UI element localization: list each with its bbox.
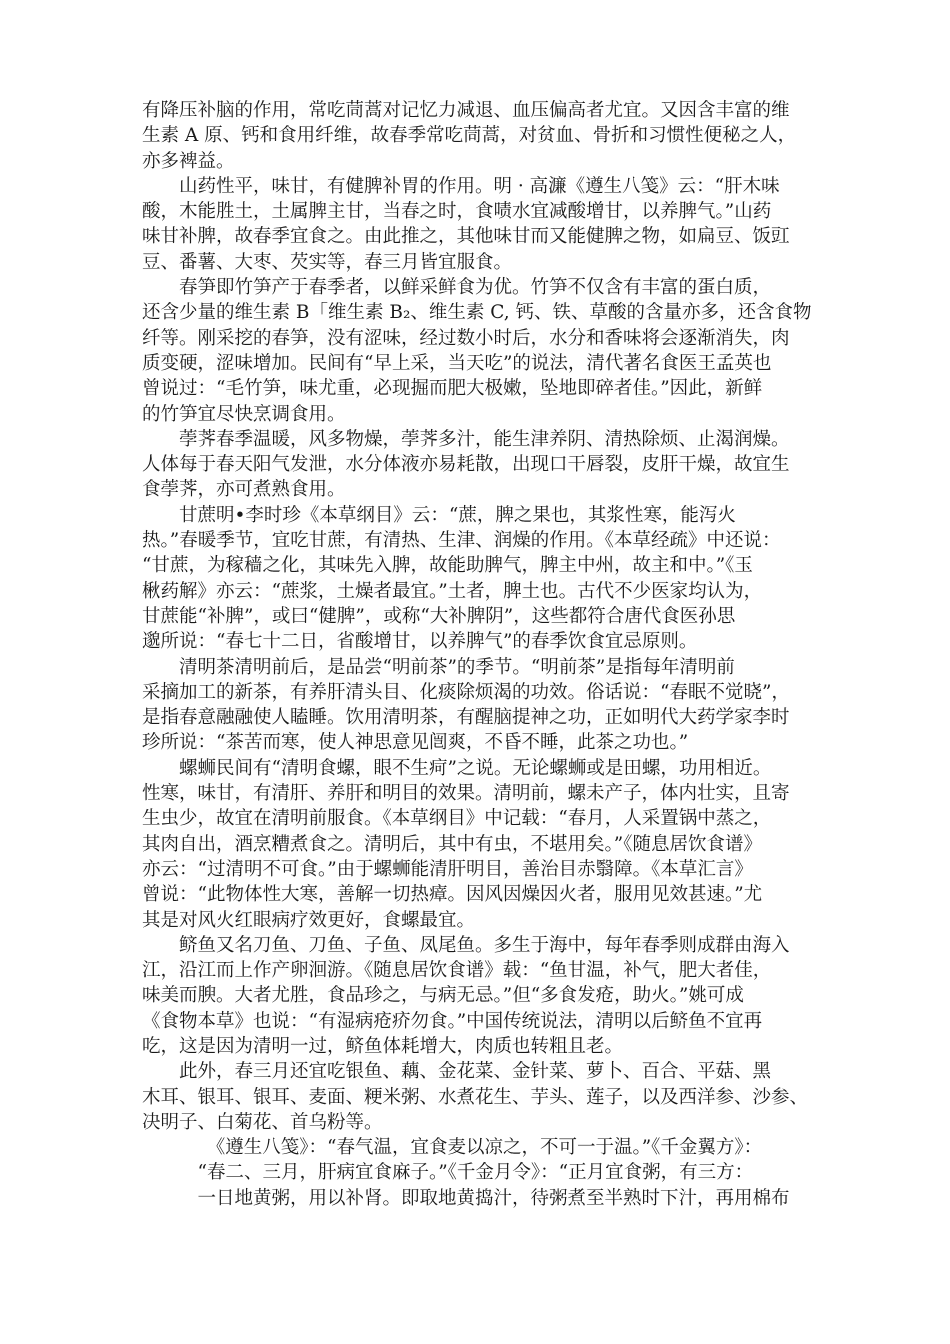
paragraph-tonghao: 有降压补脑的作用，常吃茼蒿对记忆力减退、血压偏高者尤宜。又因含丰富的维 生素 A 原、钙和食用纤维，故春季常吃茼蒿，对贫血、骨折和习惯性便秘之人， 亦多裨益。 bbox=[142, 100, 797, 172]
document-body bbox=[142, 98, 822, 1211]
paragraph-chunsun: 春笋即竹笋产于春季者，以鲜采鲜食为优。竹笋不仅含有丰富的蛋白质， 还含少量的维生素 B「维生素 B₂、维生素 C, 钙、铁、草酸的含量亦多，还含食物 纤等。刚采挖的春笋，没有涩味，经过数小时后，水分和香味将会逐渐消失，肉 质变硬，涩味增加。民间有“早上采，当天吃”的说法，清代著名食医王孟英也 曾说过：“毛竹笋，味尤重，必现掘而肥大极嫩，坠地即碎者佳。”因此，新鲜 的竹笋宜尽快烹调食用。 bbox=[142, 277, 812, 425]
paragraph-jiyu: 鲚鱼又名刀鱼、刀鱼、子鱼、凤尾鱼。多生于海中，每年春季则成群由海入 江，沿江而上作产卵洄游。《随息居饮食谱》载：“鱼甘温，补气，肥大者佳， 味美而腴。大者尤胜，食品珍之，与病无忌。”但“多食发疮，助火。”姚可成 《食物本草》也说：“有湿病疮疥勿食。”中国传统说法，清明以后鲚鱼不宜再 吃，这是因为清明一过，鲚鱼体耗增大，肉质也转粗且老。 bbox=[142, 934, 790, 1057]
paragraph-qingmingcha: 清明茶清明前后，是品尝“明前茶”的季节。“明前茶”是指每年清明前 采摘加工的新茶，有养肝清头目、化痰除烦渴的功效。俗话说：“春眠不觉晓”， 是指春意融融使人瞌睡。饮用清明茶，有醒脑提神之功，正如明代大药学家李时 珍所说：“茶苦而寒，使人神思意见闿爽，不昏不睡，此茶之功也。” bbox=[142, 656, 790, 754]
paragraph-shanyao: 山药性平，味甘，有健脾补胃的作用。明 · 高濂《遵生八笺》云：“肝木味 酸，木能胜土，土属脾主甘，当春之时，食啧水宜减酸增甘，以养脾气。”山药 味甘补脾，故春季宜食之。由此推之，其他味甘而又能健脾之物，如扁豆、饭豇 豆、番薯、大枣、芡实等，春三月皆宜服食。 bbox=[142, 175, 790, 273]
paragraph-luosi: 螺蛳民间有“清明食螺，眼不生疴”之说。无论螺蛳或是田螺，功用相近。 性寒，味甘，有清肝、养肝和明目的效果。清明前，螺未产子，体内壮实，且寄 生虫少，故宜在清明前服食。《本草纲目》中记载：“春月，人采置锅中蒸之， 其肉自出，酒烹糟煮食之。清明后，其中有虫，不堪用矣。”《随息居饮食谱》 亦云：“过清明不可食。”由于螺蛳能清肝明目，善治目赤翳障。《本草汇言》 曾说：“此物体性大寒，善解一切热瘴。因风因燥因火者，服用见效甚速。”尤 其是对风火红眼病疗效更好，食螺最宜。 bbox=[142, 757, 790, 931]
paragraph-biqi: 荸荠春季温暖，风多物燥，荸荠多汁，能生津养阴、清热除烦、止渴润燥。 人体每于春天阳气发泄，水分体液亦易耗散，出现口干唇裂，皮肝干燥，故宜生 食荸荠，亦可煮熟食用。 bbox=[142, 428, 790, 501]
paragraph-other-foods: 此外，春三月还宜吃银鱼、藕、金花菜、金针菜、萝卜、百合、平菇、黑 木耳、银耳、银耳、麦面、粳米粥、水煮花生、芋头、莲子，以及西洋参、沙参、 决明子、白菊花、首乌粉等。 bbox=[142, 1061, 809, 1133]
paragraph-classic-quotes: 《遵生八笺》：“春气温，宜食麦以凉之，不可一于温。”《千金翼方》： “春二、三月，肝病宜食麻子。”《千金月令》：“正月宜食粥，有三方： 一日地黄粥，用以补肾。即取地黄捣汁，待粥煮至半熟时下汁，再用棉布 bbox=[197, 1137, 790, 1209]
paragraph-ganzhe: 甘蔗明•李时珍《本草纲目》云：“蔗，脾之果也，其浆性寒，能泻火 热。”春暖季节，宜吃甘蔗，有清热、生津、润燥的作用。《本草经疏》中还说： “甘蔗，为稼穑之化，其味先入脾，故能助脾气，脾主中州，故主和中。”《玉 楸药解》亦云：“蔗浆，土燥者最宜。”土者，脾土也。古代不少医家均认为， 甘蔗能“补脾”，或曰“健脾”，或称“大补脾阴”，这些都符合唐代食医孙思 邈所说：“春七十二日，省酸增甘，以养脾气”的春季饮食宜忌原则。 bbox=[142, 504, 781, 653]
